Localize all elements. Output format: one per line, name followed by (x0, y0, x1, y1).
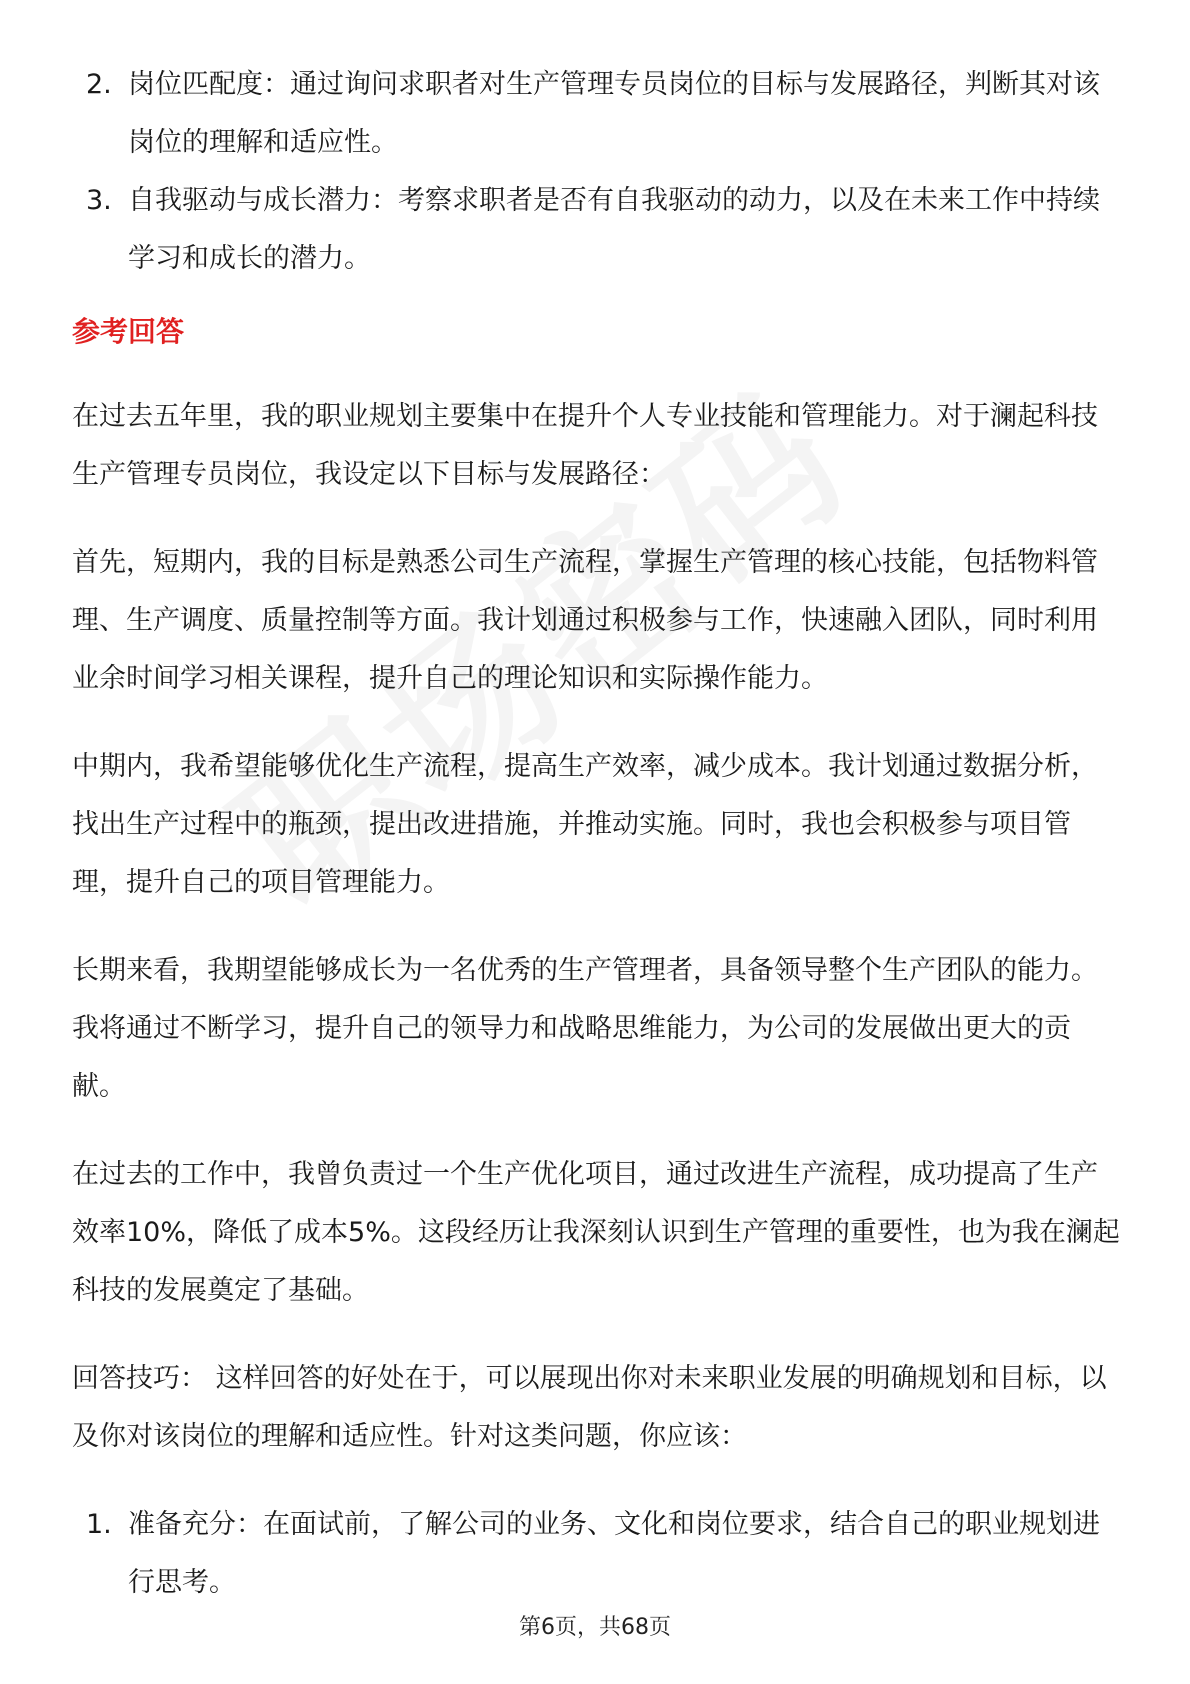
page-footer: 第6页，共68页 (519, 1615, 671, 1640)
list-item (72, 56, 1122, 172)
paragraph: 在过去五年里，我的职业规划主要集中在提升个人专业技能和管理能力。对于澜起科技生产管理专员岗位，我设定以下目标与发展路径： (72, 401, 1098, 490)
list-text: 准备充分：在面试前，了解公司的业务、文化和岗位要求，结合自己的职业规划进行思考。 (128, 1509, 1100, 1598)
paragraph: 中期内，我希望能够优化生产流程，提高生产效率，减少成本。我计划通过数据分析，找出生产过程中的瓶颈，提出改进措施，并推动实施。同时，我也会积极参与项目管理，提升自己的项目管理能力。 (72, 751, 1098, 898)
list-number: 1. (86, 1509, 112, 1540)
section-title: 参考回答 (72, 315, 185, 348)
tips-list (72, 1496, 1122, 1612)
paragraph: 首先，短期内，我的目标是熟悉公司生产流程，掌握生产管理的核心技能，包括物料管理、生产调度、质量控制等方面。我计划通过积极参与工作，快速融入团队，同时利用业余时间学习相关课程，提升自己的理论知识和实际操作能力。 (72, 547, 1098, 694)
list-item (72, 172, 1122, 288)
page-content (72, 56, 1122, 1612)
paragraph: 在过去的工作中，我曾负责过一个生产优化项目，通过改进生产流程，成功提高了生产效率10%，降低了成本5%。这段经历让我深刻认识到生产管理的重要性，也为我在澜起科技的发展奠定了基础。 (72, 1159, 1120, 1306)
list-text: 自我驱动与成长潜力：考察求职者是否有自我驱动的动力，以及在未来工作中持续学习和成长的潜力。 (128, 185, 1100, 274)
list-text: 岗位匹配度：通过询问求职者对生产管理专员岗位的目标与发展路径，判断其对该岗位的理解和适应性。 (128, 69, 1100, 158)
list-number: 2. (86, 69, 112, 100)
list-number: 3. (86, 185, 112, 216)
list-item (72, 1496, 1122, 1612)
paragraph: 回答技巧： 这样回答的好处在于，可以展现出你对未来职业发展的明确规划和目标，以及你对该岗位的理解和适应性。针对这类问题，你应该： (72, 1363, 1107, 1452)
criteria-list (72, 56, 1122, 288)
paragraph: 长期来看，我期望能够成长为一名优秀的生产管理者，具备领导整个生产团队的能力。我将通过不断学习，提升自己的领导力和战略思维能力，为公司的发展做出更大的贡献。 (72, 955, 1098, 1102)
